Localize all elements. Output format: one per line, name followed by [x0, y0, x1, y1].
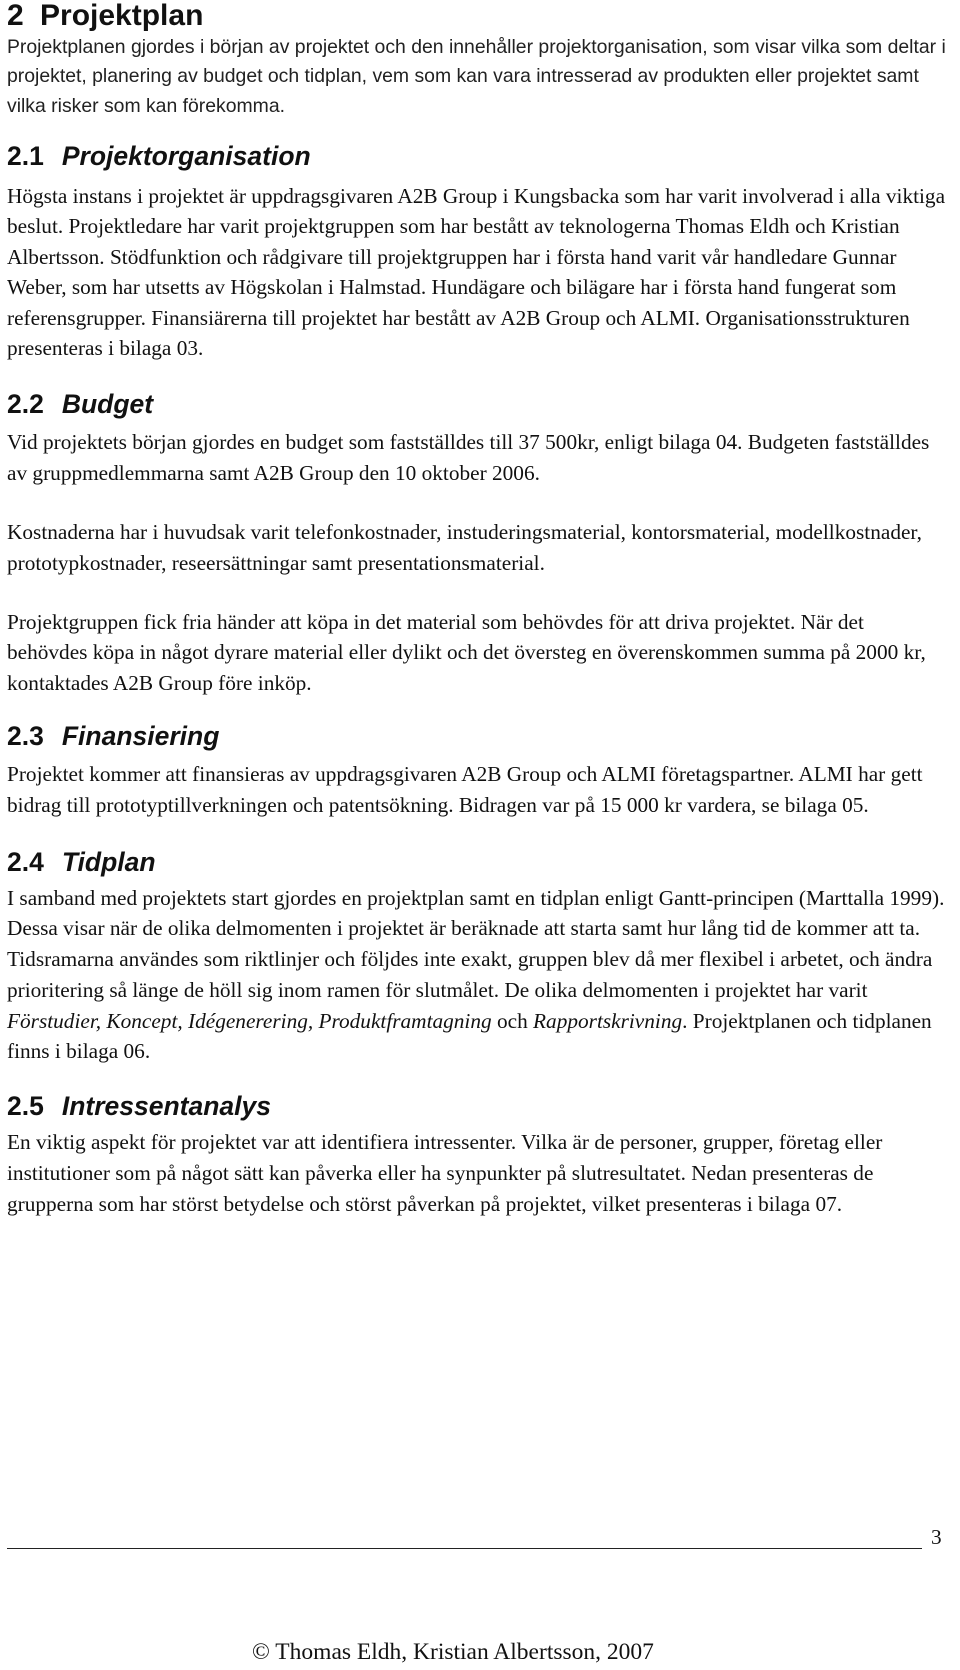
tidplan-text-start: I samband med projektets start gjordes en projektplan samt en tidplan enligt Gantt-principen (Marttalla 1999). — [7, 885, 945, 910]
intressentanalys-paragraph: En viktig aspekt för projektet var att identifiera intressenter. Vilka är de personer, grupper, företag eller institutioner som på något sätt kan påverka eller ha synpunkter på slutresultatet. Nedan presenteras de grupperna som har störst betydelse och störst påverkan på projektet, vilket presenteras i bilaga 07. — [7, 1130, 883, 1216]
budget-paragraph-3: Projektgruppen fick fria händer att köpa in det material som behövdes för att driva projektet. När det behövdes köpa in något dyrare material eller dylikt och det översteg en överenskommen summa på 2000 kr, kontaktades A2B Group före inköp. — [7, 609, 926, 696]
footer-divider — [7, 1548, 922, 1549]
organisation-text-part1: Högsta instans i projektet är uppdragsgivaren A2B Group i Kungsbacka som har varit involverad i alla viktiga beslut. Projektledare har varit projektgruppen som har bestått av teknologerna Thomas Eldh och Kristian Albertsson. — [7, 183, 946, 269]
section-number: 2.4 — [7, 846, 44, 877]
tidplan-phase-last: Rapportskrivning — [533, 1008, 683, 1033]
section-title: Finansiering — [61, 720, 220, 751]
section-heading-tidplan — [7, 847, 947, 877]
section-title: Projektorganisation — [61, 140, 311, 171]
section-number: 2.2 — [7, 389, 44, 420]
section-title: Budget — [61, 389, 154, 420]
tidplan-text-middle: Dessa visar när de olika delmomenten i projektet är beräknade att starta samt hur lång tid de kommer att ta. Tidsramarna användes som riktlinjer och följdes inte exakt, gruppen blev då mer flexibel i arbetet, och ändra prioritering så länge de höll sig inom ramen för slutmålet. De olika delmomenten i projektet har varit — [7, 916, 933, 1002]
budget-paragraph-2: Kostnaderna har i huvudsak varit telefonkostnader, instuderingsmaterial, kontorsmaterial, modellkostnader, prototypkostnader, reseersättningar samt presentationsmaterial. — [7, 519, 922, 575]
footer-copyright: © Thomas Eldh, Kristian Albertsson, 2007 — [252, 1639, 654, 1665]
section-number: 2.3 — [7, 720, 44, 751]
tidplan-text-end: . Projektplanen och tidplanen finns i bilaga 06. — [7, 1008, 932, 1064]
page-number: 3 — [931, 1525, 942, 1549]
section-title: Tidplan — [61, 846, 156, 877]
section-title: Projektplan — [40, 0, 204, 32]
section-number: 2.5 — [7, 1091, 44, 1122]
finansiering-paragraph: Projektet kommer att finansieras av uppdragsgivaren A2B Group och ALMI företagspartner. ALMI har gett bidrag till prototyptillverkningen och patentsökning. Bidragen var på 15 000 kr vardera, se bilaga 05. — [7, 761, 923, 817]
tidplan-paragraph — [7, 883, 947, 1068]
budget-paragraph-1: Vid projektets början gjordes en budget som fastställdes till 37 500kr, enligt bilaga 04. Budgeten fastställdes av gruppmedlemmarna samt A2B Group den 10 oktober 2006. — [7, 430, 930, 486]
organisation-paragraph — [7, 181, 947, 363]
tidplan-phases: Förstudier, Koncept, Idégenerering, Produktframtagning — [7, 1008, 492, 1033]
document-page — [7, 0, 947, 1220]
tidplan-conjunction: och — [496, 1008, 528, 1033]
section-number: 2 — [7, 0, 24, 32]
section-heading-projektorganisation — [7, 141, 947, 171]
section-heading-projektplan — [7, 0, 947, 32]
intro-paragraph: Projektplanen gjordes i början av projektet och den innehåller projektorganisation, som visar vilka som deltar i projektet, planering av budget och tidplan, vem som kan vara intresserad av produkten eller projektet samt vilka risker som kan förekomma. — [7, 36, 946, 117]
organisation-text-part2: Stödfunktion och rådgivare till projektgruppen har i första hand varit vår handledare Gunnar Weber, som har utsetts av Högskolan i Halmstad. Hundägare och bilägare har i första hand fungerat som referensgrupper. Finansiärerna till projektet har bestått av A2B Group och ALMI. Organisationsstrukturen presenteras i bilaga 03. — [7, 244, 910, 360]
section-heading-finansiering — [7, 721, 947, 751]
section-title: Intressentanalys — [61, 1091, 271, 1122]
section-number: 2.1 — [7, 140, 44, 171]
section-heading-budget — [7, 389, 947, 419]
section-heading-intressentanalys — [7, 1091, 947, 1121]
